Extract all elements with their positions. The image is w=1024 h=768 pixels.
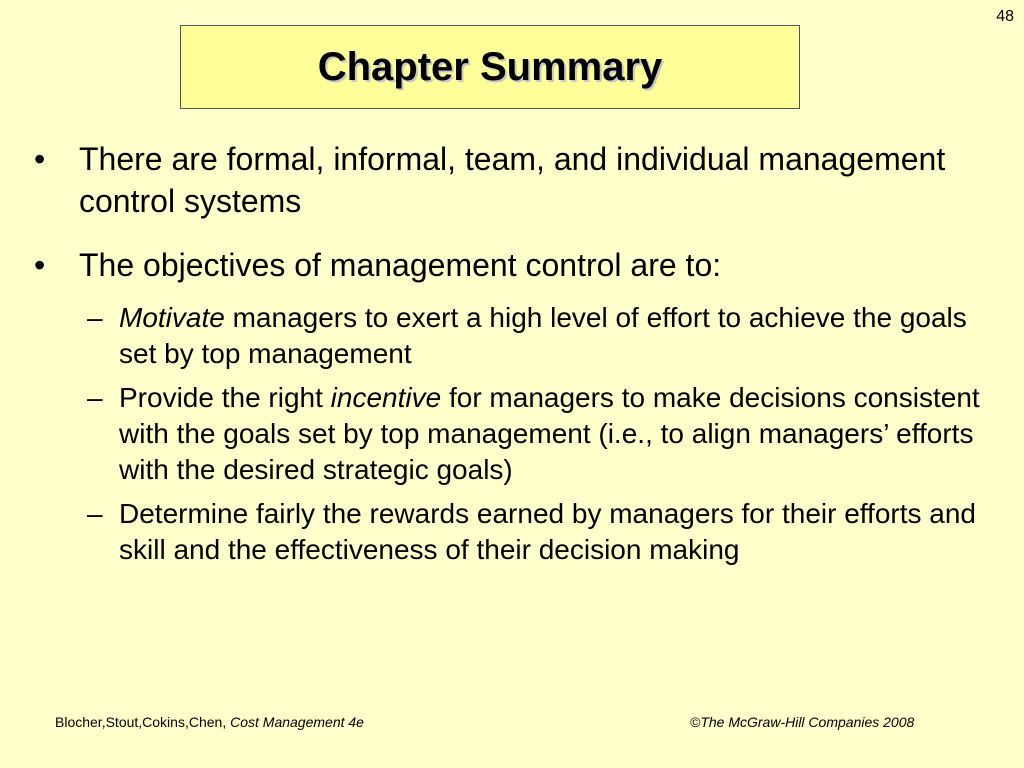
sub-bullet-text: Determine fairly the rewards earned by managers for their efforts and skill and the effectiveness of their decision making bbox=[119, 498, 977, 565]
slide-number: 48 bbox=[996, 8, 1014, 25]
emphasis-text: incentive bbox=[330, 382, 442, 413]
slide-title: Chapter Summary bbox=[317, 44, 663, 89]
title-box bbox=[180, 25, 800, 109]
bullet-item bbox=[32, 244, 1007, 286]
sub-bullet-text bbox=[119, 300, 1007, 372]
footer-authors: Blocher,Stout,Cokins,Chen, bbox=[55, 714, 231, 730]
sub-bullet-before: Provide the right bbox=[119, 382, 331, 413]
sub-bullet-rest: managers to exert a high level of effort to achieve the goals set by top management bbox=[119, 302, 967, 369]
sub-bullet-marker: – bbox=[87, 382, 103, 413]
sub-bullet-item bbox=[32, 496, 1007, 568]
footer-citation bbox=[55, 714, 364, 730]
sub-bullet-marker: – bbox=[87, 498, 103, 529]
footer-book-title: Cost Management 4e bbox=[230, 714, 364, 730]
sub-bullet-text bbox=[119, 380, 1007, 488]
sub-bullet-marker: – bbox=[87, 302, 103, 333]
bullet-marker: • bbox=[34, 141, 46, 177]
bullet-marker: • bbox=[34, 247, 46, 283]
slide-content bbox=[32, 138, 1007, 576]
footer-copyright: ©The McGraw-Hill Companies 2008 bbox=[690, 714, 915, 730]
emphasis-text: Motivate bbox=[119, 302, 225, 333]
sub-bullet-item bbox=[32, 380, 1007, 488]
sub-bullet-item bbox=[32, 300, 1007, 372]
sub-bullet-after: for managers to make decisions consistent with the goals set by top management (i.e., to align managers’ efforts with the desired strategic goals) bbox=[119, 382, 980, 485]
bullet-item bbox=[32, 138, 1007, 222]
bullet-text: There are formal, informal, team, and individual management control systems bbox=[79, 141, 946, 219]
bullet-text: The objectives of management control are to: bbox=[79, 247, 722, 283]
